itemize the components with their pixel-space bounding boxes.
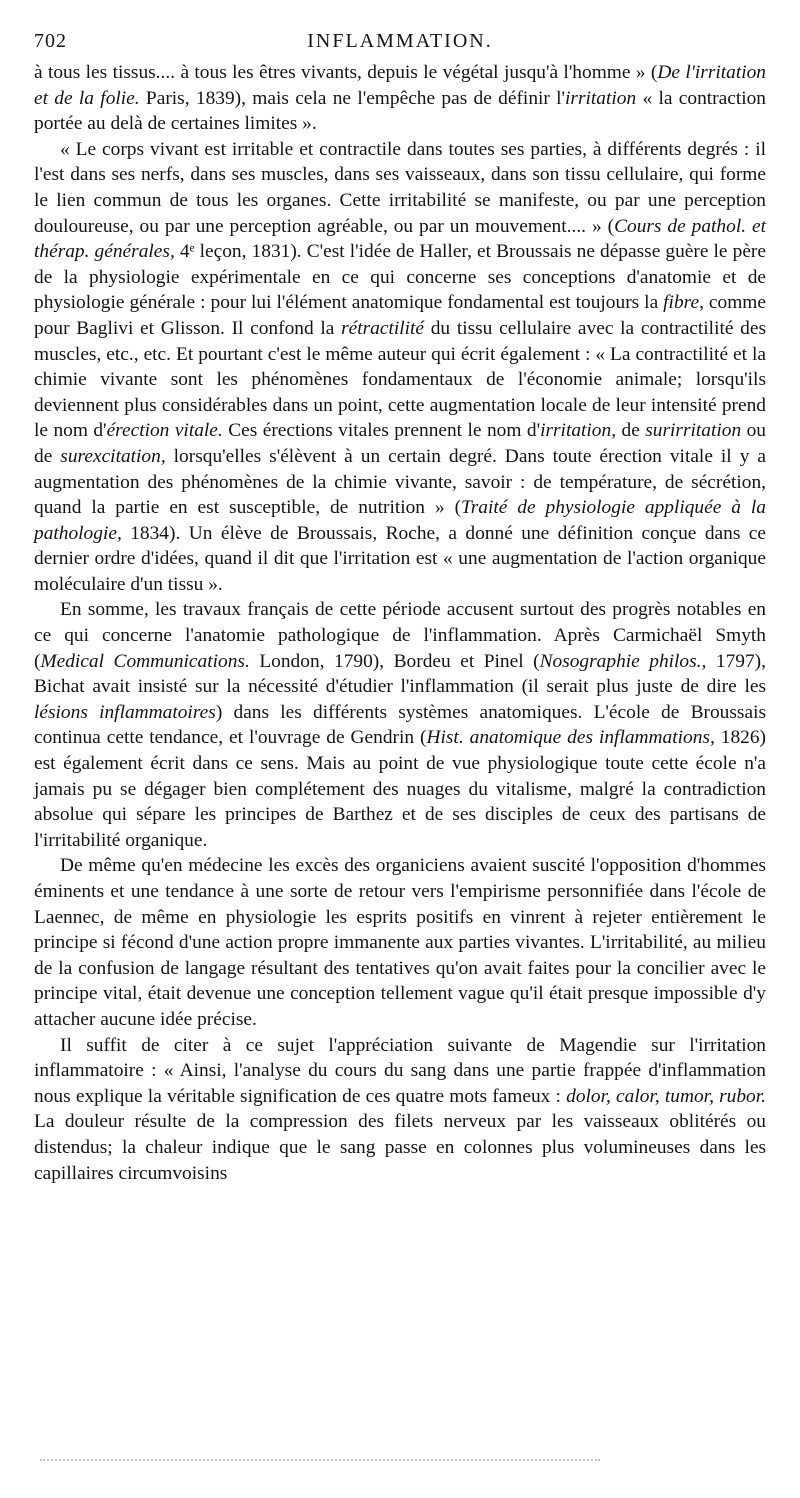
text-run: ) dans les différents systèmes anatomiques. L'école de Broussais continua cette tendance, et l'ouvrage de Gendrin (	[34, 701, 767, 749]
italic-text: Medical Communications.	[40, 650, 250, 672]
paragraph	[34, 853, 766, 1032]
italic-text: surexcitation,	[60, 445, 166, 467]
italic-text: Cours de pathol. et thérap. générales,	[34, 215, 766, 263]
italic-text: dolor, calor, tumor, rubor.	[566, 1085, 766, 1107]
text-run: Il suffit de citer à ce sujet l'appréciation suivante de Magendie sur l'irritation inflammatoire : « Ainsi, l'analyse du cours du sang dans une partie frappée d'inflammation nous explique la véritable signification de ces quatre mots fameux :	[34, 1034, 766, 1107]
text-run: De même qu'en médecine les excès des organiciens avaient suscité l'opposition d'hommes éminents et une tendance à une sorte de retour vers l'empirisme personnifiée dans l'école de Laennec, de même en physiologie les esprits positifs en vinrent à rejeter entièrement le principe si fécond d'une action propre immanente aux parties vivantes. L'irritabilité, au milieu de la confusion de langage résultant des tentatives qu'on avait faites pour la concilier avec le principe vital, était devenue une conception tellement vague qu'il était presque impossible d'y attacher aucune idée précise.	[34, 855, 766, 1030]
italic-text: irritation,	[540, 420, 617, 442]
italic-text: Traité de physiologie appliquée à la pathologie,	[34, 497, 766, 544]
text-run: du tissu cellulaire avec la contractilité des muscles, etc., etc. Et pourtant c'est le même auteur qui écrit également : « La contractilité et la chimie vivante sont les phénomènes fondamentaux de l'économie animale; lorsqu'ils deviennent plus considérables dans un point, cette augmentation locale de leur intensité prend le nom d'	[34, 317, 766, 442]
text-run: , comme pour Baglivi et Glisson. Il confond la	[34, 292, 766, 339]
paragraph	[34, 137, 766, 598]
text-run: London, 1790), Bordeu et Pinel (	[249, 650, 540, 672]
body-text	[34, 60, 766, 1186]
running-header	[34, 30, 766, 56]
italic-text: lésions inflammatoires	[34, 701, 216, 723]
text-run: de	[616, 420, 646, 442]
italic-text: surirritation	[645, 420, 742, 442]
text-run: « Le corps vivant est irritable et contractile dans toutes ses parties, à différents degrés : il l'est dans ses nerfs, dans ses muscles, dans ses vaisseaux, dans son tissu cellulaire, qui forme le lien commun de tous les organes. Cette irritabilité se manifeste, ou par une perception douloureuse, ou par une perception agréable, ou par un mouvement.... » (	[34, 138, 766, 237]
paragraph	[34, 60, 766, 137]
text-run: « la contraction portée au delà de certaines limites ».	[34, 87, 767, 135]
italic-text: rétractilité	[341, 317, 425, 339]
text-run: 1826) est également écrit dans ce sens. Mais au point de vue physiologique toute cette école n'a jamais pu se dégager bien complétement des nuages du vitalisme, malgré la contradiction absolue qui sépare les principes de Barthez et de ses disciples de ceux des partisans de l'irritabilité organique.	[34, 727, 767, 851]
italic-text: irritation	[565, 87, 637, 109]
running-title: INFLAMMATION.	[307, 30, 493, 52]
text-run: ou de	[34, 420, 766, 467]
print-artifact-line	[40, 1459, 600, 1463]
text-run: 1834). Un élève de Broussais, Roche, a donné une définition conçue dans ce dernier ordre d'idées, quand il dit que l'irritation est « une augmentation de l'action organique moléculaire d'un tissu ».	[34, 522, 766, 595]
italic-text: Hist. anatomique des inflammations,	[426, 727, 715, 749]
text-run: 4ᵉ leçon, 1831). C'est l'idée de Haller, et Broussais ne dépasse guère le père de la physiologie expérimentale en ce qui concerne ses conceptions d'anatomie et de physiologie générale : pour lui l'élément anatomique fondamental est toujours la	[34, 241, 766, 314]
paragraph	[34, 597, 766, 853]
text-run: La douleur résulte de la compression des filets nerveux par les vaisseaux oblitérés ou distendus; la chaleur indique que le sang passe en colonnes plus volumineuses dans les capillaires circumvoisins	[34, 1111, 766, 1184]
paragraph	[34, 1033, 766, 1187]
text-run: En somme, les travaux français de cette période accusent surtout des progrès notables en ce qui concerne l'anatomie pathologique de l'inflammation. Après Carmichaël Smyth (	[34, 599, 766, 672]
text-run: Ces érections vitales prennent le nom d'	[222, 420, 541, 442]
text-run: lorsqu'elles s'élèvent à un certain degré. Dans toute érection vitale il y a augmentation des phénomènes de la chimie vivante, savoir : de température, de sécrétion, quand la partie en est susceptible, de nutrition » (	[34, 445, 766, 519]
italic-text: érection vitale.	[106, 420, 223, 442]
text-run: Paris, 1839), mais cela ne l'empêche pas de définir l'	[139, 87, 566, 109]
italic-text: fibre	[663, 292, 700, 314]
italic-text: Nosographie philos.,	[539, 650, 707, 672]
text-run: 1797), Bichat avait insisté sur la nécessité d'étudier l'inflammation (il serait plus juste de dire les	[34, 650, 766, 698]
italic-text: De l'irritation et de la folie.	[34, 62, 767, 109]
page-number: 702	[34, 30, 67, 52]
text-run: à tous les tissus.... à tous les êtres vivants, depuis le végétal jusqu'à l'homme » (	[34, 62, 658, 83]
